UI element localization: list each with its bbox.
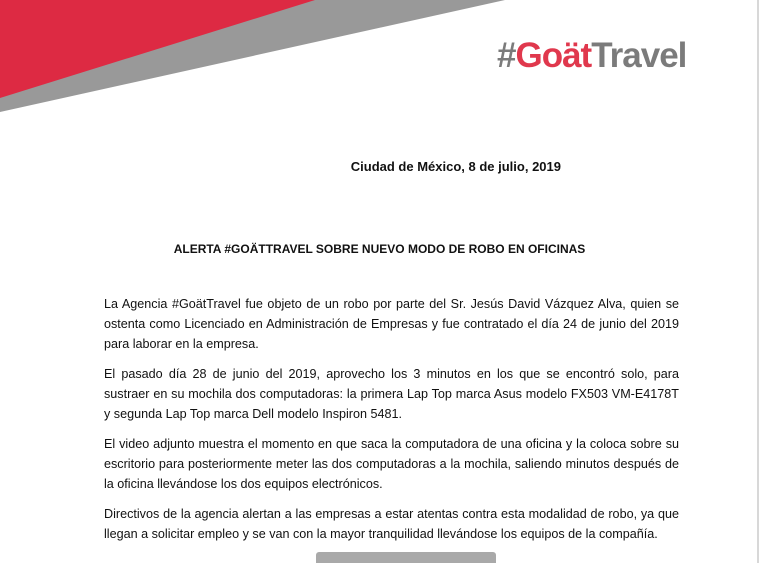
header-banner [0, 0, 520, 120]
document-date: Ciudad de México, 8 de julio, 2019 [350, 159, 561, 174]
paragraph-2: El pasado día 28 de junio del 2019, aprovecho los 3 minutos en los que se encontró solo, para sustraer en su mochila dos computadoras: la primera Lap Top marca Asus modelo FX503 VM-E4178T y segunda Lap Top marca Dell modelo Inspiron 5481. [104, 367, 679, 421]
paragraph-3: El video adjunto muestra el momento en que saca la computadora de una oficina y la coloca sobre su escritorio para posteriormente meter las dos computadoras a la mochila, saliendo minutos después de la oficina llevándose los dos equipos electrónicos. [104, 437, 679, 491]
goattravel-logo [497, 32, 722, 80]
paragraph-4: Directivos de la agencia alertan a las empresas a estar atentas contra esta modalidad de robo, ya que llegan a solicitar empleo y se van con la mayor tranquilidad llevándose los equipos de la compañía. [104, 507, 679, 541]
logo-travel: Travel [591, 36, 687, 75]
paragraph-1: La Agencia #GoätTravel fue objeto de un robo por parte del Sr. Jesús David Vázquez Alva, quien se ostenta como Licenciado en Administración de Empresas y fue contratado el día 24 de junio del 2019 para laborar en la empresa. [104, 297, 679, 351]
logo-hash: # [497, 36, 516, 75]
logo-goat: Goät [515, 36, 592, 75]
attached-video-thumbnail[interactable] [316, 552, 496, 563]
document-heading: ALERTA #GOÄTTRAVEL SOBRE NUEVO MODO DE ROBO EN OFICINAS [173, 242, 586, 256]
document-body [104, 294, 679, 554]
